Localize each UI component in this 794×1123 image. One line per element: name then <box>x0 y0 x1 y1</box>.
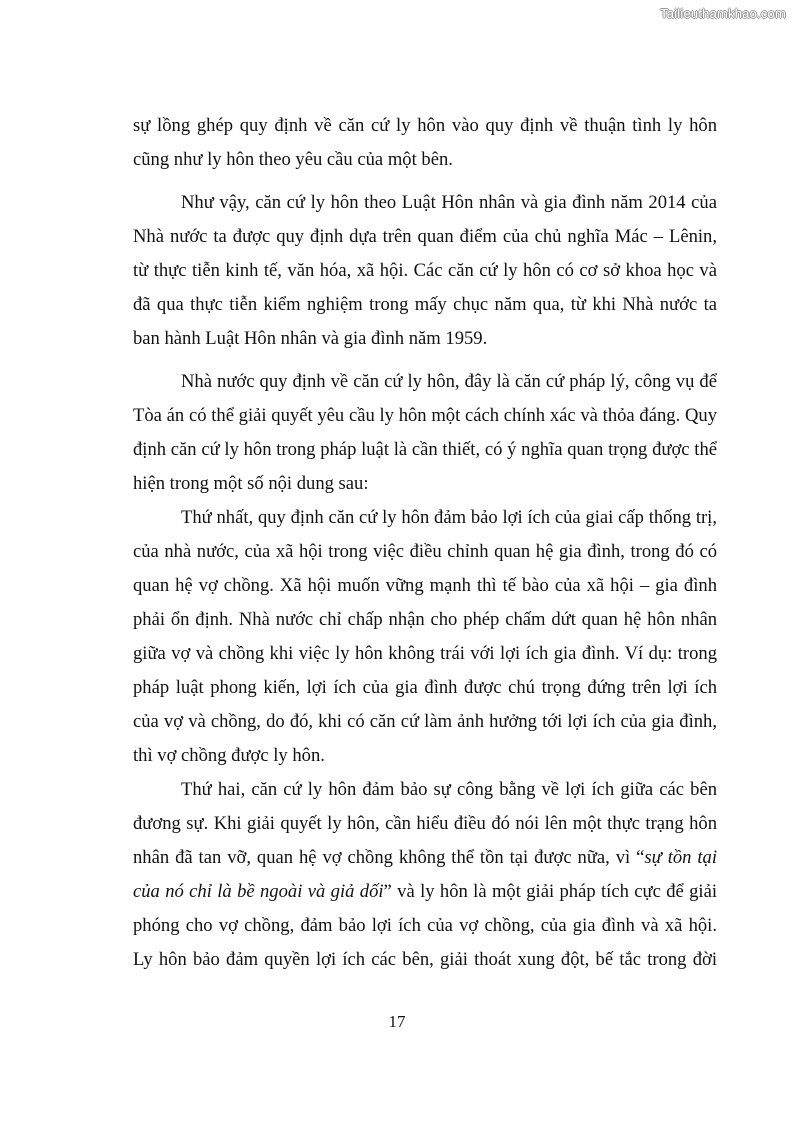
text-line: thì vợ chồng được ly hôn. <box>133 745 325 766</box>
text-line: Tòa án có thể giải quyết yêu cầu ly hôn một cách chính xác và thỏa đáng. Quy <box>133 405 717 426</box>
text-line: cũng như ly hôn theo yêu cầu của một bên. <box>133 149 453 170</box>
text-line: sự lồng ghép quy định về căn cứ ly hôn vào quy định về thuận tình ly hôn <box>133 115 717 136</box>
quote-italic: của nó chỉ là bề ngoài và giả dối <box>133 881 384 902</box>
paragraph-start: Như vậy, căn cứ ly hôn theo Luật Hôn nhân và gia đình năm 2014 của <box>181 192 717 213</box>
paragraph-start: Thứ nhất, quy định căn cứ ly hôn đảm bảo lợi ích của giai cấp thống trị, <box>181 507 717 528</box>
watermark: Tailieuthamkhao.com <box>660 6 786 21</box>
text-line: phóng cho vợ chồng, đảm bảo lợi ích của vợ chồng, của gia đình và xã hội. <box>133 915 717 936</box>
text-line: đã qua thực tiễn kiểm nghiệm trong mấy chục năm qua, từ khi Nhà nước ta <box>133 294 717 315</box>
text-line: từ thực tiễn kinh tế, văn hóa, xã hội. Các căn cứ ly hôn có cơ sở khoa học và <box>133 260 717 281</box>
text-segment: ” và ly hôn là một giải pháp tích cực để giải <box>383 881 717 902</box>
text-segment: nhân đã tan vỡ, quan hệ vợ chồng không thể tồn tại được nữa, vì “ <box>133 847 645 868</box>
text-line: của nhà nước, của xã hội trong việc điều chỉnh quan hệ gia đình, trong đó có <box>133 541 717 562</box>
quote-italic: sự tồn tại <box>644 847 718 868</box>
text-line: quan hệ vợ chồng. Xã hội muốn vững mạnh thì tế bào của xã hội – gia đình <box>133 575 717 596</box>
page-number: 17 <box>388 1012 406 1031</box>
text-line: định căn cứ ly hôn trong pháp luật là cần thiết, có ý nghĩa quan trọng được thể <box>133 439 717 460</box>
text-line: giữa vợ và chồng khi việc ly hôn không trái với lợi ích gia đình. Ví dụ: trong <box>133 643 717 664</box>
text-line: của vợ và chồng, do đó, khi có căn cứ làm ảnh hưởng tới lợi ích của gia đình, <box>133 711 717 732</box>
text-line: phải ổn định. Nhà nước chỉ chấp nhận cho phép chấm dứt quan hệ hôn nhân <box>133 609 717 630</box>
text-line: Ly hôn bảo đảm quyền lợi ích các bên, giải thoát xung đột, bế tắc trong đời <box>133 949 717 970</box>
text-line: ban hành Luật Hôn nhân và gia đình năm 1959. <box>133 328 488 349</box>
paragraph-start: Thứ hai, căn cứ ly hôn đảm bảo sự công bằng về lợi ích giữa các bên <box>181 779 717 800</box>
text-line <box>133 880 717 904</box>
text-line: pháp luật phong kiến, lợi ích của gia đình được chú trọng đứng trên lợi ích <box>133 677 717 698</box>
text-line: đương sự. Khi giải quyết ly hôn, cần hiểu điều đó nói lên một thực trạng hôn <box>133 813 717 834</box>
text-line: Nhà nước ta được quy định dựa trên quan điểm của chủ nghĩa Mác – Lênin, <box>133 226 717 247</box>
text-line <box>133 846 717 870</box>
paragraph-start: Nhà nước quy định về căn cứ ly hôn, đây là căn cứ pháp lý, công vụ để <box>181 371 717 392</box>
text-line: hiện trong một số nội dung sau: <box>133 473 369 494</box>
